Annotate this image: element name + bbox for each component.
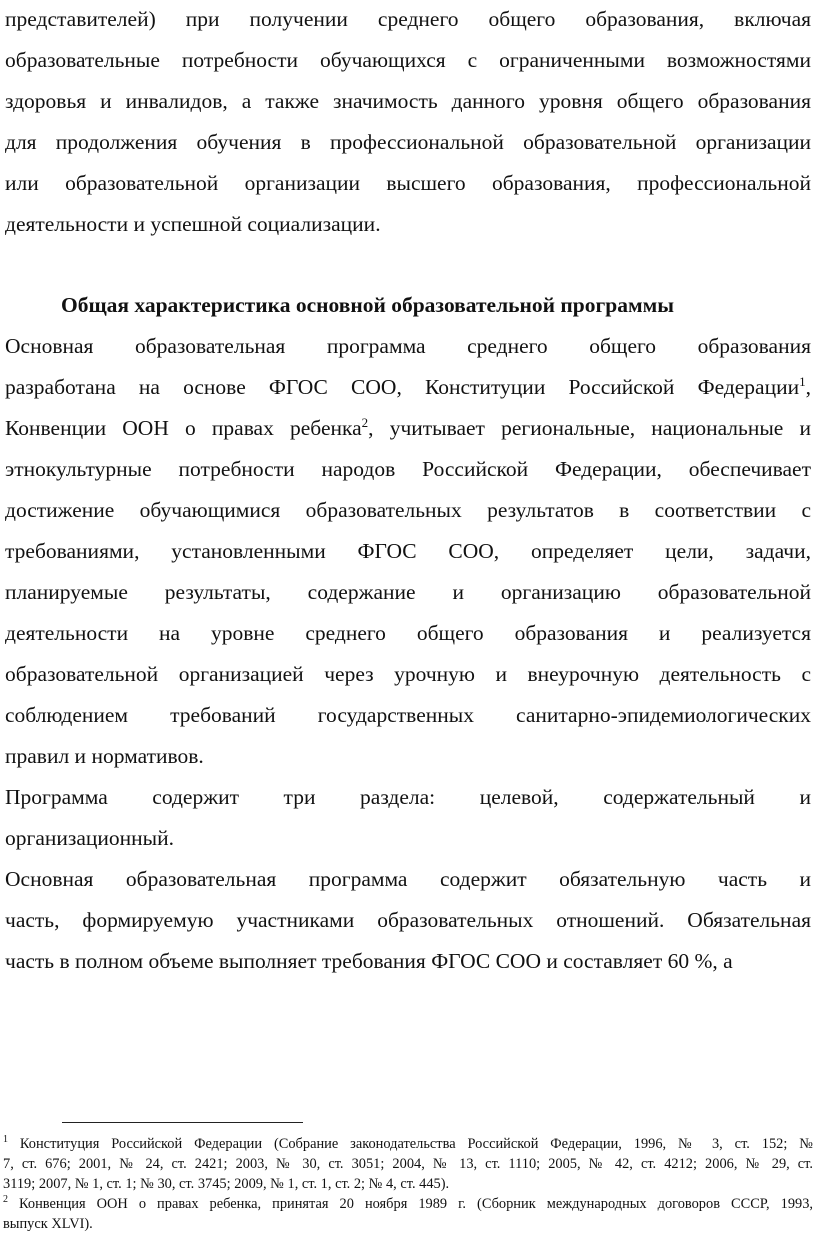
footnote-separator — [62, 1122, 303, 1123]
text-line: деятельности и успешной социализации. — [5, 212, 381, 236]
text-span: Конвенция ООН о правах ребенка, принятая 20 ноября 1989 г. (Сборник международных договоров СССР, 1993, — [8, 1196, 813, 1212]
text-span: Конвенции ООН о правах ребенка — [5, 416, 362, 440]
footnote-line — [3, 1194, 813, 1214]
text-line: здоровья и инвалидов, а также значимость данного уровня общего образования — [5, 89, 811, 113]
text-span: Конституция Российской Федерации (Собрание законодательства Российской Федерации, 1996, № 3, ст. 152; № — [8, 1136, 813, 1152]
text-line: образовательные потребности обучающихся с ограниченными возможностями — [5, 48, 811, 72]
text-line: достижение обучающимися образовательных результатов в соответствии с — [5, 498, 811, 522]
footnote-ref-2[interactable]: 2 — [361, 414, 369, 430]
text-line: образовательной организацией через урочную и внеурочную деятельность с — [5, 662, 811, 686]
text-line: для продолжения обучения в профессиональной образовательной организации — [5, 130, 811, 154]
text-line: часть, формируемую участниками образовательных отношений. Обязательная — [5, 908, 811, 932]
text-line: или образовательной организации высшего образования, профессиональной — [5, 171, 811, 195]
text-line — [5, 373, 811, 401]
footnote-line: 7, ст. 676; 2001, № 24, ст. 2421; 2003, № 30, ст. 3051; 2004, № 13, ст. 1110; 2005, № 42, ст. 4212; 2006, № 29, ст. — [3, 1156, 813, 1172]
text-line: планируемые результаты, содержание и организацию образовательной — [5, 580, 811, 604]
text-span: , — [805, 375, 811, 399]
footnote-line: выпуск XLVI). — [3, 1216, 93, 1232]
footnote-line — [3, 1134, 813, 1154]
text-line: деятельности на уровне среднего общего образования и реализуется — [5, 621, 811, 645]
footnote-mark: 1 — [3, 1134, 8, 1146]
text-line: требованиями, установленными ФГОС СОО, определяет цели, задачи, — [5, 539, 811, 563]
text-line — [5, 414, 811, 442]
text-line: правил и нормативов. — [5, 744, 204, 768]
text-line: представителей) при получении среднего общего образования, включая — [5, 7, 811, 31]
text-line: этнокультурные потребности народов Российской Федерации, обеспечивает — [5, 457, 811, 481]
text-span: разработана на основе ФГОС СОО, Конституции Российской Федерации — [5, 375, 800, 399]
text-line: соблюдением требований государственных санитарно-эпидемиологических — [5, 703, 811, 727]
text-line: Основная образовательная программа среднего общего образования — [5, 334, 811, 358]
text-span: , учитывает региональные, национальные и — [368, 416, 811, 440]
text-line: организационный. — [5, 826, 175, 850]
text-line: Основная образовательная программа содержит обязательную часть и — [5, 867, 811, 891]
section-heading: Общая характеристика основной образовательной программы — [61, 293, 675, 317]
footnote-ref-1[interactable]: 1 — [799, 373, 806, 389]
text-line: Программа содержит три раздела: целевой, содержательный и — [5, 785, 811, 809]
footnote-line: 3119; 2007, № 1, ст. 1; № 30, ст. 3745; 2009, № 1, ст. 1, ст. 2; № 4, ст. 445). — [3, 1176, 450, 1192]
text-line: часть в полном объеме выполняет требования ФГОС СОО и составляет 60 %, а — [5, 949, 733, 973]
footnote-mark: 2 — [3, 1194, 8, 1206]
